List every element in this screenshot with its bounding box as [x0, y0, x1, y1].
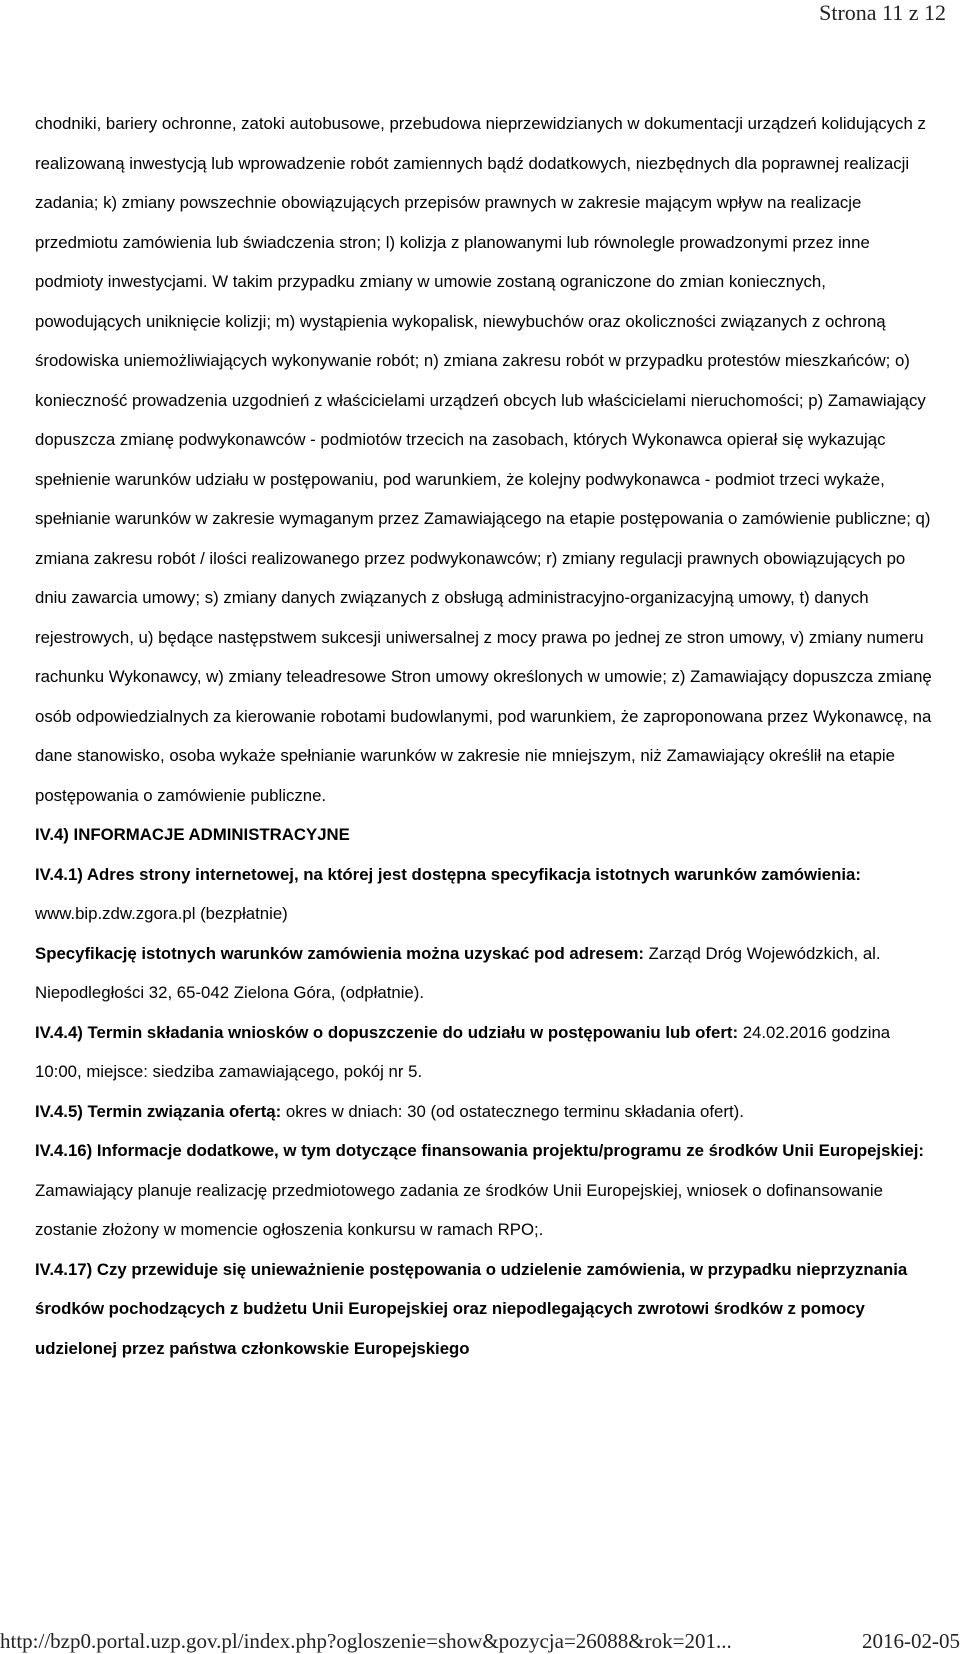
footer-date: 2016-02-05	[862, 1629, 960, 1653]
iv44-value: 24.02.2016 godzina 10:00, miejsce: siedziba zamawiającego, pokój nr 5.	[35, 1022, 891, 1081]
iv41-value: www.bip.zdw.zgora.pl (bezpłatnie)	[35, 904, 288, 923]
page-footer	[0, 1628, 960, 1654]
page-number: Strona 11 z 12	[819, 0, 946, 25]
iv44-paragraph	[35, 1013, 935, 1092]
iv41-label: IV.4.1) Adres strony internetowej, na której jest dostępna specyfikacja istotnych warunków zamówienia:	[35, 864, 861, 884]
iv45-value: okres w dniach: 30 (od ostatecznego terminu składania ofert).	[281, 1101, 744, 1121]
iv416-paragraph	[35, 1131, 935, 1250]
iv416-value: Zamawiający planuje realizację przedmiotowego zadania ze środków Unii Europejskiej, wniosek o dofinansowanie zostanie złożony w momencie ogłoszenia konkursu w ramach RPO;.	[35, 1180, 883, 1239]
spec-address-value: Zarząd Dróg Wojewódzkich, al. Niepodległości 32, 65-042 Zielona Góra, (odpłatnie).	[35, 943, 881, 1002]
iv417-paragraph: IV.4.17) Czy przewiduje się unieważnienie postępowania o udzielenie zamówienia, w przypadku nieprzyznania środków pochodzących z budżetu Unii Europejskiej oraz niepodlegających zwrotowi środków z pomocy udzielonej przez państwa członkowskie Europejskiego	[35, 1259, 908, 1358]
iv416-label: IV.4.16) Informacje dodatkowe, w tym dotyczące finansowania projektu/programu ze środków Unii Europejskiej:	[35, 1141, 925, 1160]
section-heading: IV.4) INFORMACJE ADMINISTRACYJNE	[35, 825, 350, 844]
iv45-paragraph	[35, 1092, 935, 1132]
footer-url: http://bzp0.portal.uzp.gov.pl/index.php?ogloszenie=show&pozycja=26088&rok=201...	[0, 1629, 732, 1653]
contract-changes-paragraph: chodniki, bariery ochronne, zatoki autobusowe, przebudowa nieprzewidzianych w dokumentacji urządzeń kolidujących z realizowaną inwestycją lub wprowadzenie robót zamiennych bądź dodatkowych, niezbędnych dla poprawnej realizacji zadania; k) zmiany powszechnie obowiązujących przepisów prawnych w zakresie mającym wpływ na realizacje przedmiotu zamówienia lub świadczenia stron; l) kolizja z planowanymi lub równolegle prowadzonymi przez inne podmioty inwestycjami. W takim przypadku zmiany w umowie zostaną ograniczone do zmian koniecznych, powodujących uniknięcie kolizji; m) wystąpienia wykopalisk, niewybuchów oraz okoliczności związanych z ochroną środowiska uniemożliwiających wykonywanie robót; n) zmiana zakresu robót w przypadku protestów mieszkańców; o) konieczność prowadzenia uzgodnień z właścicielami urządzeń obcych lub właścicielami nieruchomości; p) Zamawiający dopuszcza zmianę podwykonawców - podmiotów trzecich na zasobach, których Wykonawca opierał się wykazując spełnienie warunków udziału w postępowaniu, pod warunkiem, że kolejny podwykonawca - podmiot trzeci wykaże, spełnianie warunków w zakresie wymaganym przez Zamawiającego na etapie postępowania o zamówienie publiczne; q) zmiana zakresu robót / ilości realizowanego przez podwykonawców; r) zmiany regulacji prawnych obowiązujących po dniu zawarcia umowy; s) zmiany danych związanych z obsługą administracyjno-organizacyjną umowy, t) danych rejestrowych, u) będące następstwem sukcesji uniwersalnej z mocy prawa po jednej ze stron umowy, v) zmiany numeru rachunku Wykonawcy, w) zmiany teleadresowe Stron umowy określonych w umowie; z) Zamawiający dopuszcza zmianę osób odpowiedzialnych za kierowanie robotami budowlanymi, pod warunkiem, że zaproponowana przez Wykonawcę, na dane stanowisko, osoba wykaże spełnianie warunków w zakresie nie mniejszym, niż Zamawiający określił na etapie postępowania o zamówienie publiczne.	[35, 114, 932, 805]
iv45-label: IV.4.5) Termin związania ofertą:	[35, 1101, 282, 1121]
document-body	[35, 104, 935, 1368]
iv41-paragraph	[35, 855, 935, 934]
spec-address-label: Specyfikację istotnych warunków zamówienia można uzyskać pod adresem:	[35, 943, 644, 963]
iv44-label: IV.4.4) Termin składania wniosków o dopuszczenie do udziału w postępowaniu lub ofert:	[35, 1022, 739, 1042]
spec-address-paragraph	[35, 934, 935, 1013]
